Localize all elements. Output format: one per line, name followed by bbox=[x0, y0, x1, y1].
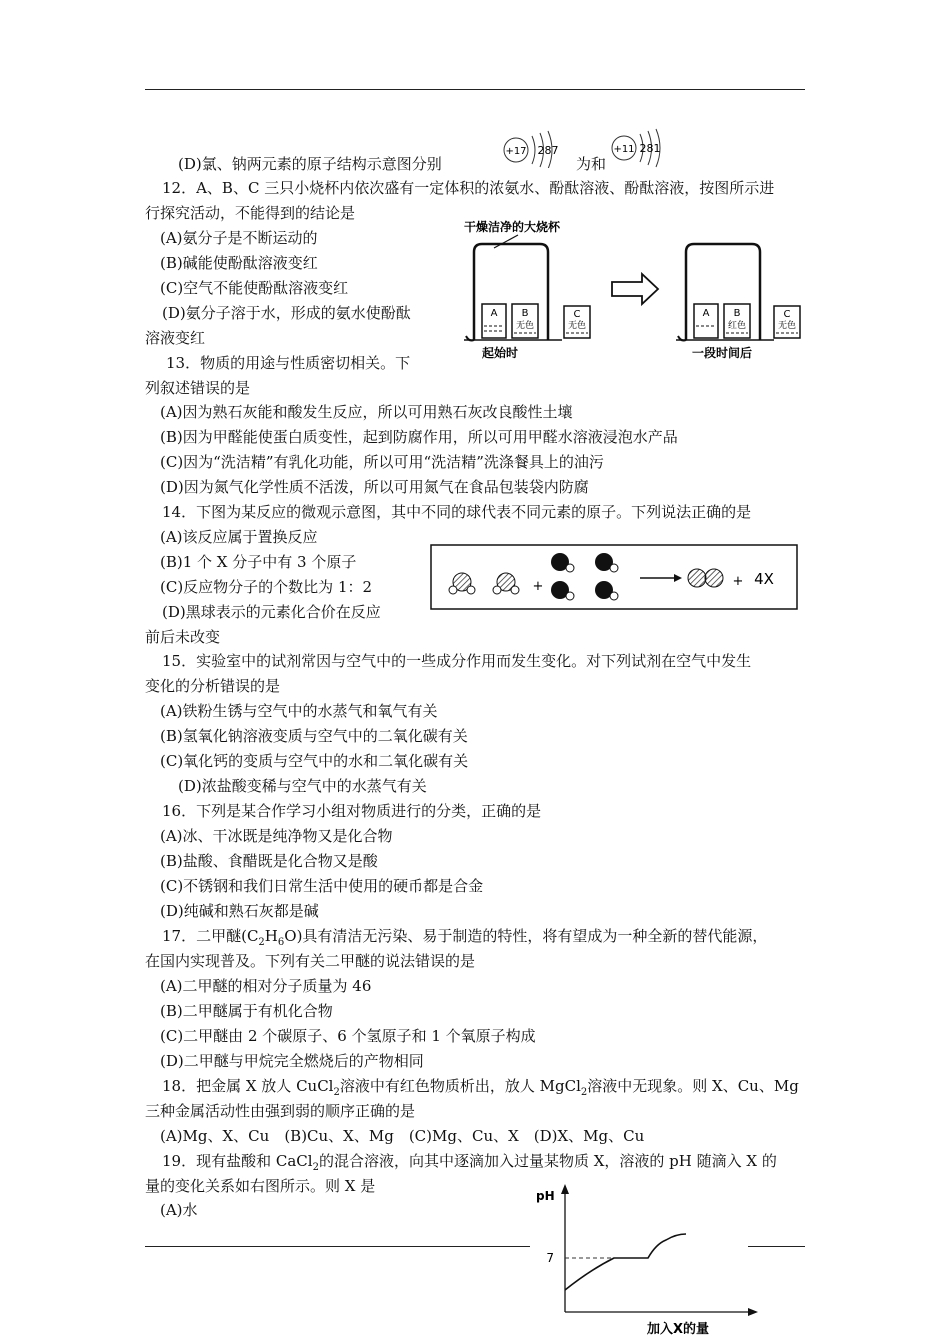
x-axis-label: 加入X的量 bbox=[646, 1322, 710, 1337]
beaker-figure bbox=[460, 216, 805, 364]
options-18: (A)Mg、X、Cu (B)Cu、X、Mg (C)Mg、Cu、X (D)X、Mg、Cu bbox=[160, 1127, 645, 1145]
option-14-d: (D)黑球表示的元素化合价在反应 bbox=[162, 603, 381, 621]
beaker-c-color-end: 无色 bbox=[777, 321, 797, 331]
beaker-c-label-start: C bbox=[573, 309, 581, 320]
question-18-line2: 三种金属活动性由强到弱的顺序正确的是 bbox=[145, 1102, 416, 1120]
option-13-c: (C)因为“洗洁精”有乳化功能，所以可用“洗洁精”洗涤餐具上的油污 bbox=[160, 453, 604, 471]
ph-curve bbox=[565, 1234, 686, 1290]
na-shells: 281 bbox=[639, 142, 661, 155]
caption-start: 起始时 bbox=[481, 346, 519, 360]
option-12-b: (B)碱能使酚酞溶液变红 bbox=[160, 254, 318, 272]
plus-sign-1: + bbox=[532, 579, 544, 594]
question-13-line2: 列叙述错误的是 bbox=[145, 379, 251, 397]
option-19-a: (A)水 bbox=[160, 1201, 198, 1219]
plus-sign-2: + bbox=[732, 574, 744, 589]
question-19-line2: 量的变化关系如右图所示。则 X 是 bbox=[145, 1177, 376, 1195]
question-19-line1: 19．现有盐酸和 CaCl$_2$的混合溶液，向其中逐滴加入过量某物质 X，溶液的 pH 随滴入 X 的 bbox=[162, 1152, 777, 1173]
option-13-d: (D)因为氮气化学性质不活泼，所以可用氮气在食品包装袋内防腐 bbox=[160, 478, 589, 496]
big-beaker-title: 干燥洁净的大烧杯 bbox=[464, 220, 561, 234]
option-16-b: (B)盐酸、食醋既是化合物又是酸 bbox=[160, 852, 378, 870]
cl-nucleus: +17 bbox=[505, 146, 527, 157]
beaker-a-label-start: A bbox=[490, 308, 498, 319]
question-17-line1: 17．二甲醚$(C_2H_6O)$具有清洁无污染、易于制造的特性，将有望成为一种全新的替代能源， bbox=[162, 927, 768, 948]
question-18-line1: 18．把金属 X 放人 CuCl$_2$溶液中有红色物质析出，放人 MgCl$_2$溶液中无现象。则 X、Cu、Mg bbox=[162, 1077, 799, 1098]
option-16-a: (A)冰、干冰既是纯净物又是化合物 bbox=[160, 827, 393, 845]
option-14-d-cont: 前后未改变 bbox=[145, 628, 221, 646]
option-14-b: (B)1 个 X 分子中有 3 个原子 bbox=[160, 553, 357, 571]
option-17-c: (C)二甲醚由 2 个碳原子、6 个氢原子和 1 个氧原子构成 bbox=[160, 1027, 536, 1045]
beaker-a-label-end: A bbox=[702, 308, 710, 319]
beaker-c-color-start: 无色 bbox=[567, 321, 587, 331]
reaction-diagram bbox=[430, 544, 800, 612]
option-11-d: (D)氯、钠两元素的原子结构示意图分别 bbox=[178, 155, 442, 173]
arrow-right-icon bbox=[612, 274, 658, 304]
option-13-b: (B)因为甲醛能使蛋白质变性，起到防腐作用，所以可用甲醛水溶液浸泡水产品 bbox=[160, 428, 678, 446]
question-15-line2: 变化的分析错误的是 bbox=[145, 677, 281, 695]
y-axis-label: pH bbox=[536, 1189, 555, 1203]
ph-seven-tick: 7 bbox=[546, 1251, 554, 1265]
option-12-c: (C)空气不能使酚酞溶液变红 bbox=[160, 279, 349, 297]
option-15-b: (B)氢氧化钠溶液变质与空气中的二氧化碳有关 bbox=[160, 727, 468, 745]
atom-diagrams bbox=[498, 124, 678, 168]
footer-rule-left bbox=[145, 1246, 530, 1247]
question-15-line1: 15．实验室中的试剂常因与空气中的一些成分作用而发生变化。对下列试剂在空气中发生 bbox=[162, 652, 752, 670]
option-14-c: (C)反应物分子的个数比为 1：2 bbox=[160, 578, 373, 596]
question-14: 14．下图为某反应的微观示意图，其中不同的球代表不同元素的原子。下列说法正确的是 bbox=[162, 503, 752, 521]
cl-shells: 287 bbox=[537, 144, 559, 157]
product-4x: 4X bbox=[754, 570, 774, 588]
option-17-b: (B)二甲醚属于有机化合物 bbox=[160, 1002, 333, 1020]
option-12-d: (D)氨分子溶于水，形成的氨水使酚酞 bbox=[162, 304, 411, 322]
header-rule bbox=[145, 89, 805, 90]
ph-curve-chart bbox=[530, 1182, 770, 1342]
option-13-a: (A)因为熟石灰能和酸发生反应，所以可用熟石灰改良酸性土壤 bbox=[160, 403, 573, 421]
option-16-c: (C)不锈钢和我们日常生活中使用的硬币都是合金 bbox=[160, 877, 484, 895]
beaker-b-color-end: 红色 bbox=[727, 321, 747, 331]
option-16-d: (D)纯碱和熟石灰都是碱 bbox=[160, 902, 319, 920]
option-11-d-tail: 为和 bbox=[576, 155, 607, 173]
caption-end: 一段时间后 bbox=[691, 346, 753, 360]
option-12-a: (A)氨分子是不断运动的 bbox=[160, 229, 318, 247]
option-15-a: (A)铁粉生锈与空气中的水蒸气和氧气有关 bbox=[160, 702, 438, 720]
option-15-c: (C)氧化钙的变质与空气中的水和二氧化碳有关 bbox=[160, 752, 469, 770]
beaker-b-label-start: B bbox=[521, 308, 529, 319]
option-12-d-cont: 溶液变红 bbox=[145, 329, 206, 347]
beaker-b-color-start: 无色 bbox=[515, 321, 535, 331]
question-16: 16．下列是某合作学习小组对物质进行的分类，正确的是 bbox=[162, 802, 542, 820]
question-12-line1: 12．A、B、C 三只小烧杯内依次盛有一定体积的浓氨水、酚酞溶液、酚酞溶液，按图所示进 bbox=[162, 179, 775, 197]
beaker-c-label-end: C bbox=[783, 309, 791, 320]
option-17-a: (A)二甲醚的相对分子质量为 46 bbox=[160, 977, 372, 995]
option-14-a: (A)该反应属于置换反应 bbox=[160, 528, 318, 546]
question-12-line2: 行探究活动，不能得到的结论是 bbox=[145, 204, 356, 222]
question-13-line1: 13．物质的用途与性质密切相关。下 bbox=[166, 354, 411, 372]
beaker-b-label-end: B bbox=[733, 308, 741, 319]
option-15-d: (D)浓盐酸变稀与空气中的水蒸气有关 bbox=[178, 777, 427, 795]
na-nucleus: +11 bbox=[613, 144, 635, 155]
question-17-line2: 在国内实现普及。下列有关二甲醚的说法错误的是 bbox=[145, 952, 476, 970]
option-17-d: (D)二甲醚与甲烷完全燃烧后的产物相同 bbox=[160, 1052, 424, 1070]
